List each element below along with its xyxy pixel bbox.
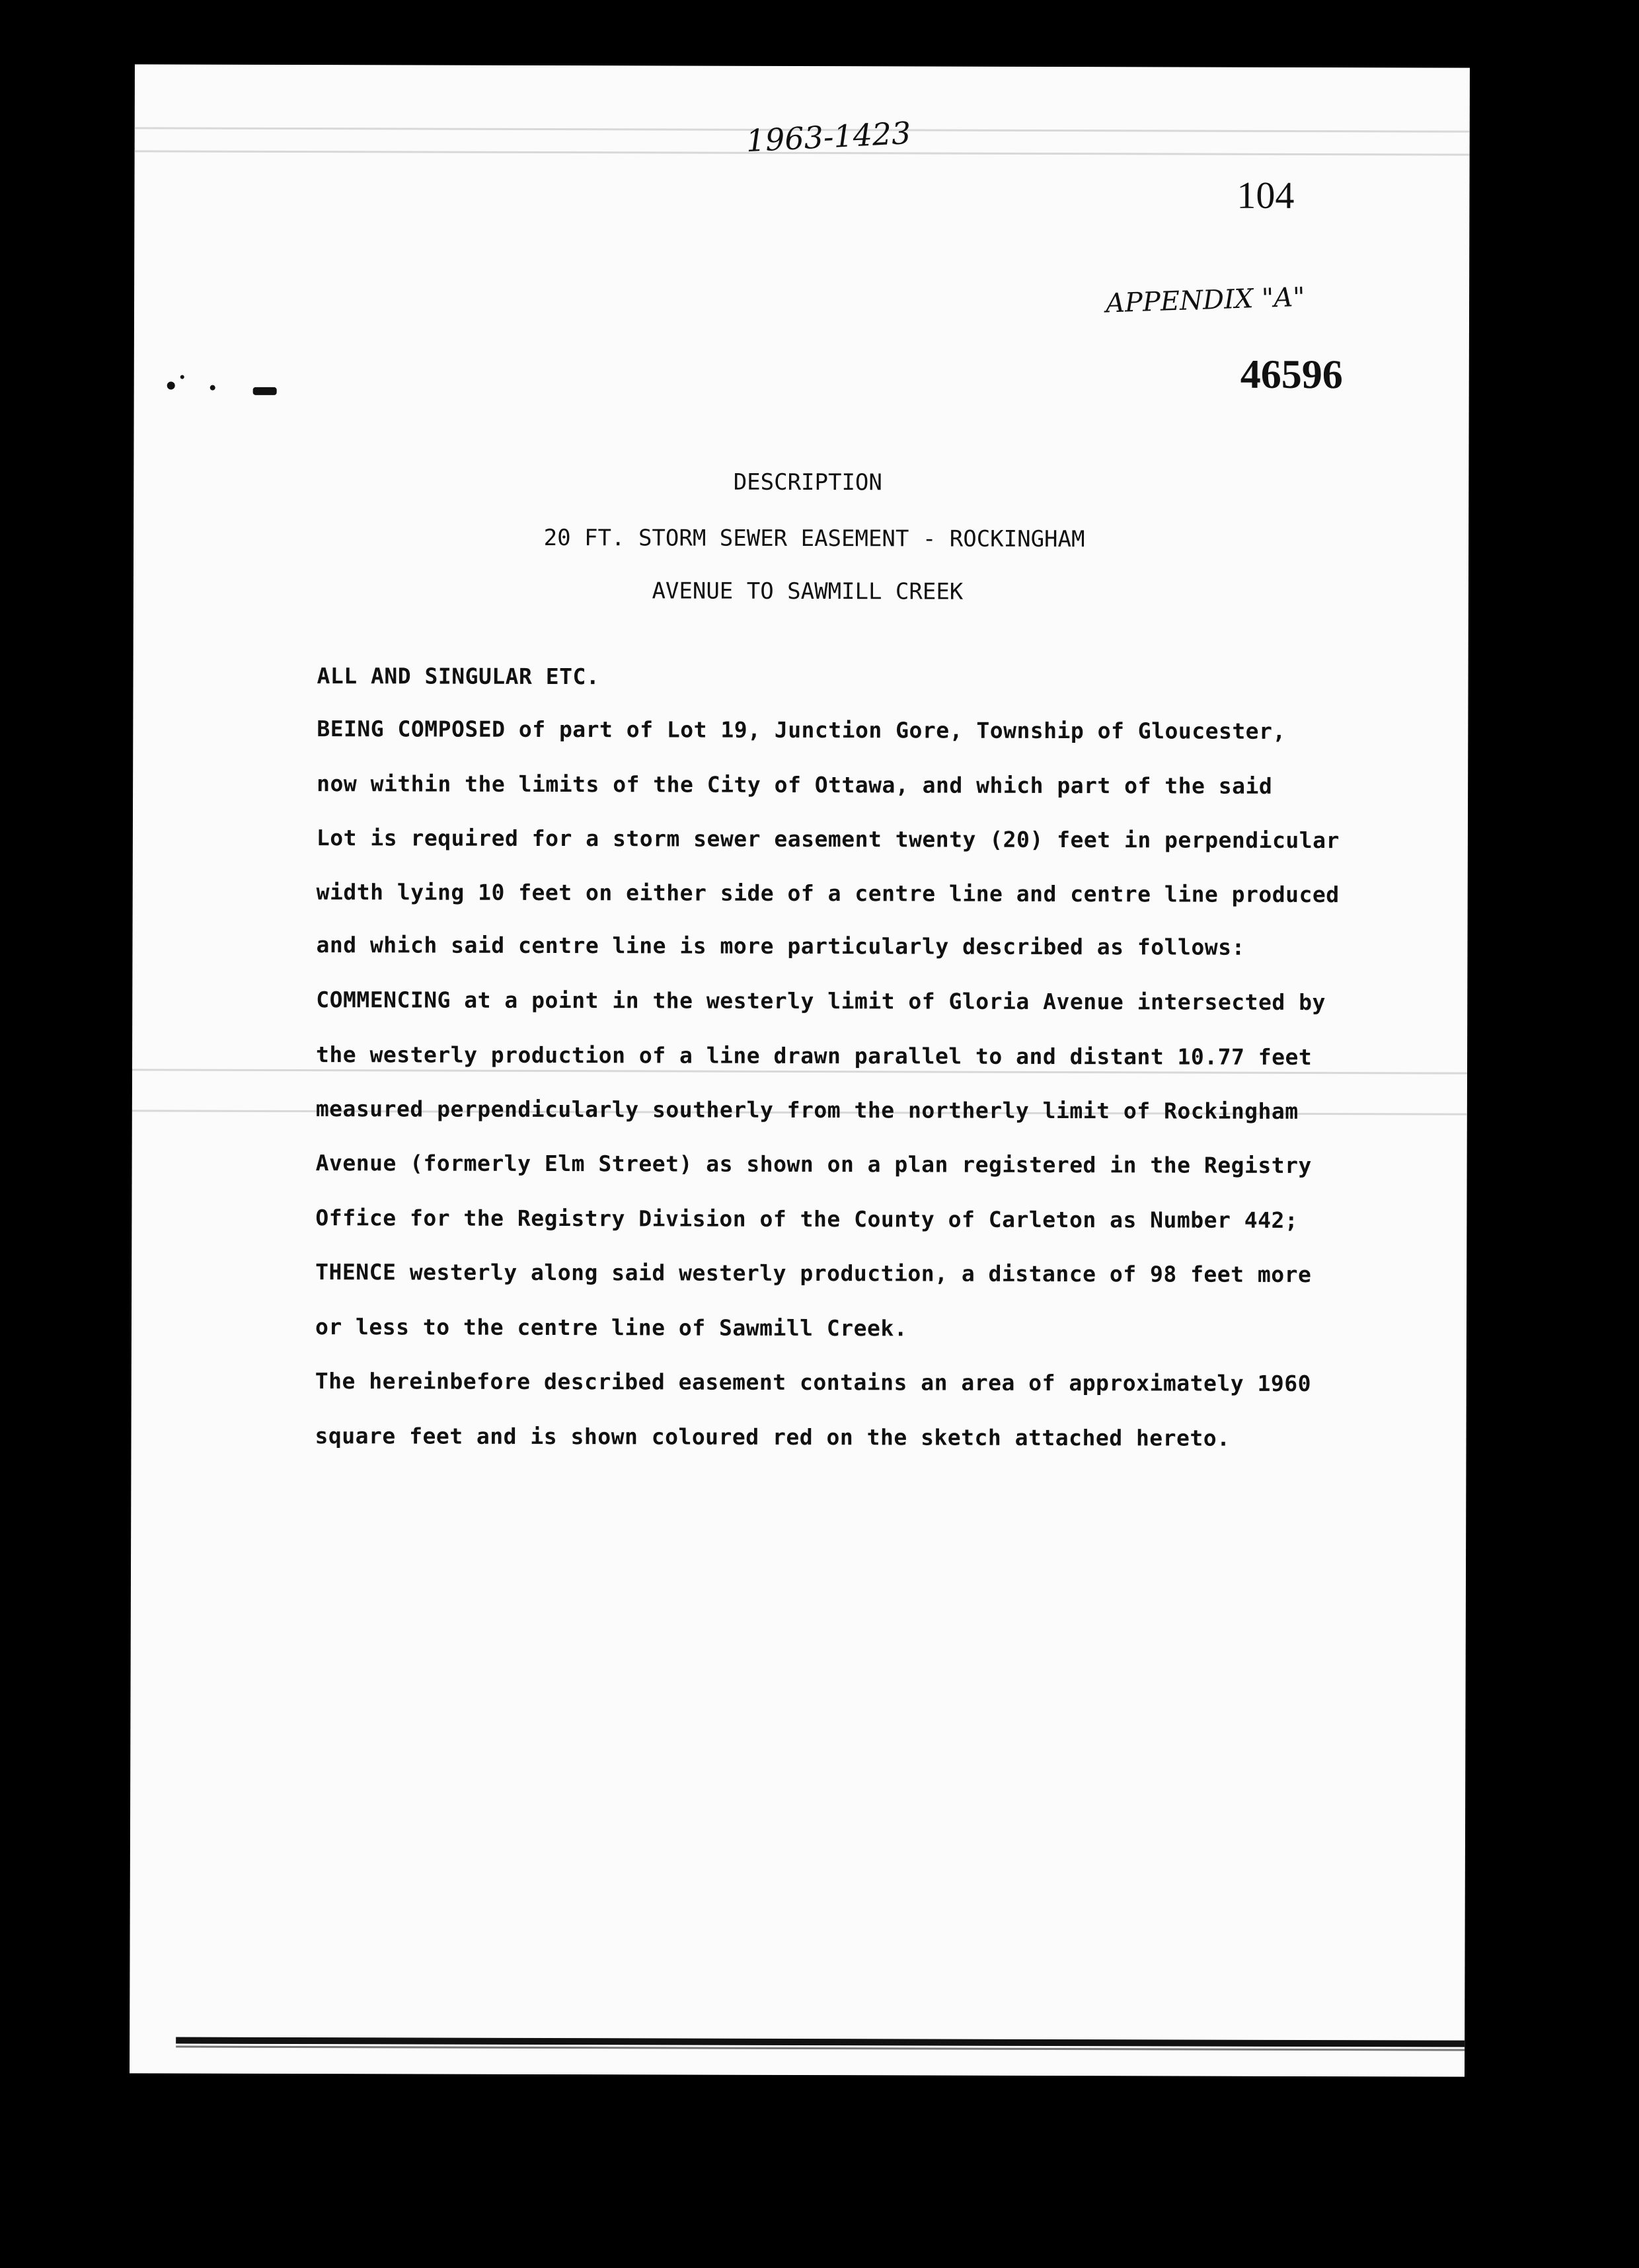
appendix-label: APPENDIX "A" [1105,282,1306,319]
easement-title-line-1: 20 FT. STORM SEWER EASEMENT - ROCKINGHAM [543,524,1085,553]
body-line-8: the westerly production of a line drawn parallel to and distant 10.77 feet [316,1041,1313,1071]
scan-speck [210,385,215,391]
body-line-5: width lying 10 feet on either side of a centre line and centre line produced [316,879,1340,908]
body-line-12: THENCE westerly along said westerly production, a distance of 98 feet more [315,1259,1312,1288]
body-line-3: now within the limits of the City of Ottawa, and which part of the said [317,771,1273,799]
page-number: 104 [1237,173,1295,217]
scan-speck [167,381,175,389]
handwritten-reference: 1963-1423 [745,114,912,159]
scan-speck [253,387,277,395]
body-line-13: or less to the centre line of Sawmill Creek. [315,1314,908,1342]
scan-speck [180,375,184,379]
body-line-15: square feet and is shown coloured red on the sketch attached hereto. [315,1423,1231,1451]
body-line-7: COMMENCING at a point in the westerly limit of Gloria Avenue intersected by [316,987,1326,1016]
document-page [130,64,1470,2076]
description-heading: DESCRIPTION [733,469,882,496]
body-line-2: BEING COMPOSED of part of Lot 19, Junction Gore, Township of Gloucester, [317,716,1286,744]
easement-title-line-2: AVENUE TO SAWMILL CREEK [652,578,964,605]
body-line-14: The hereinbefore described easement contains an area of approximately 1960 [315,1368,1312,1397]
body-line-6: and which said centre line is more particularly described as follows: [316,932,1245,960]
body-line-4: Lot is required for a storm sewer easement twenty (20) feet in perpendicular [316,825,1340,854]
body-line-9: measured perpendicularly southerly from the northerly limit of Rockingham [315,1096,1299,1124]
body-line-1: ALL AND SINGULAR ETC. [317,663,600,690]
body-line-11: Office for the Registry Division of the County of Carleton as Number 442; [315,1205,1299,1233]
body-line-10: Avenue (formerly Elm Street) as shown on a plan registered in the Registry [315,1150,1312,1179]
document-number: 46596 [1240,352,1343,398]
